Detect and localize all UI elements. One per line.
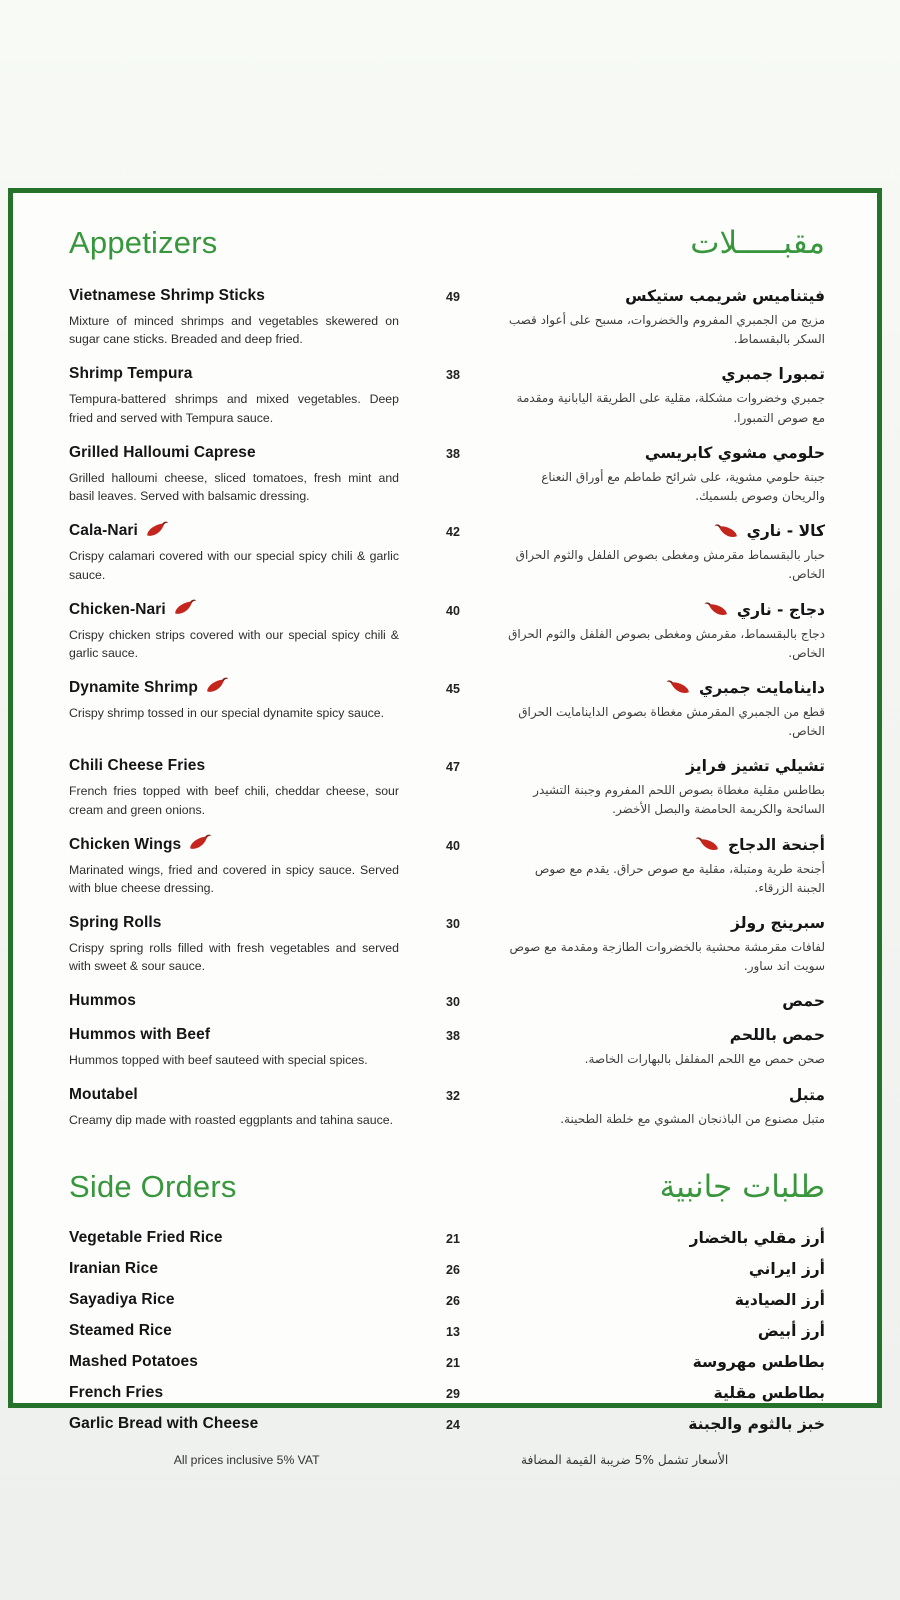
item-name-en: Hummos with Beef	[69, 1026, 211, 1044]
item-name-ar: داينامايت جمبري	[698, 678, 825, 697]
item-name-en: Chicken Wings	[69, 835, 182, 853]
item-description-en: Mixture of minced shrimps and vegetables skewered on sugar cane sticks. Breaded and deep fried.	[69, 314, 399, 347]
item-arabic-cell	[507, 365, 825, 427]
item-english-cell	[69, 757, 399, 819]
item-price: 30	[446, 995, 460, 1010]
item-name-en: Mashed Potatoes	[69, 1353, 198, 1371]
item-english-cell	[69, 1353, 399, 1371]
item-name-line-ar	[507, 914, 825, 932]
item-price: 38	[446, 446, 460, 461]
item-name-line-en	[69, 1353, 399, 1371]
item-arabic-cell	[507, 601, 825, 663]
item-name-line-ar	[507, 1260, 825, 1278]
item-name-line-ar	[507, 1291, 825, 1309]
item-arabic-cell	[507, 1415, 825, 1433]
item-name-line-ar	[507, 522, 825, 540]
item-english-cell	[69, 1026, 399, 1069]
item-name-line-ar	[507, 601, 825, 619]
item-name-ar: سبرينج رولز	[731, 914, 825, 932]
item-price: 13	[446, 1325, 460, 1340]
item-name-line-ar	[507, 1026, 825, 1044]
item-name-ar: أرز الصيادية	[734, 1291, 825, 1310]
item-description-ar: جبنة حلومي مشوية، على شرائح طماطم مع أوراق النعناع والريحان وصوص بلسميك.	[541, 469, 825, 503]
item-name-line-ar	[507, 757, 825, 775]
menu-item-row	[69, 1353, 825, 1371]
item-name-line-en	[69, 992, 399, 1010]
item-price: 40	[446, 838, 460, 853]
section-title-en: Appetizers	[69, 225, 218, 260]
item-name-line-en	[69, 522, 399, 540]
item-english-cell	[69, 444, 399, 506]
item-name-line-en	[69, 1026, 399, 1044]
item-price: 32	[446, 1088, 460, 1103]
section-header-appetizers	[69, 225, 825, 261]
item-name-line-en	[69, 1415, 399, 1433]
item-english-cell	[69, 992, 399, 1010]
item-arabic-cell	[507, 1229, 825, 1247]
vat-note-en: All prices inclusive 5% VAT	[173, 1453, 320, 1468]
item-description-en: Crispy shrimp tossed in our special dynamite spicy sauce.	[69, 705, 385, 720]
item-description-en: French fries topped with beef chili, cheddar cheese, sour cream and green onions.	[69, 784, 399, 817]
menu-item-row	[69, 1415, 825, 1433]
item-arabic-cell	[507, 914, 825, 976]
item-name-line-ar	[507, 1384, 825, 1402]
chili-icon	[203, 676, 231, 695]
item-description-ar: لفافات مقرمشة محشية بالخضروات الطازجة ومقدمة مع صوص سويت اند ساور.	[509, 940, 825, 974]
item-name-ar: دجاج - ناري	[736, 600, 825, 619]
item-name-line-ar	[507, 1415, 825, 1433]
menu-item-row	[69, 1229, 825, 1247]
side-orders-item-list	[69, 1229, 825, 1433]
item-description-ar: متبل مصنوع من الباذنجان المشوي مع خلطة الطحينة.	[560, 1111, 825, 1126]
item-description-en: Hummos topped with beef sauteed with special spices.	[69, 1053, 368, 1068]
chili-icon	[187, 833, 215, 852]
item-english-cell	[69, 1384, 399, 1402]
item-name-line-ar	[507, 287, 825, 305]
item-price: 42	[446, 525, 460, 540]
item-description-en: Crispy spring rolls filled with fresh vegetables and served with sweet & sour sauce.	[69, 941, 399, 974]
section-appetizers	[69, 225, 825, 1129]
item-description-ar: حبار بالبقسماط مقرمش ومغطى بصوص الفلفل والثوم الحراق الخاص.	[515, 548, 825, 582]
menu-item-row	[69, 679, 825, 741]
section-title-ar: مقبـــــلات	[690, 225, 825, 261]
item-english-cell	[69, 679, 399, 722]
menu-item-row	[69, 757, 825, 819]
item-arabic-cell	[507, 1260, 825, 1278]
menu-item-row	[69, 836, 825, 898]
item-english-cell	[69, 1086, 399, 1129]
item-price: 24	[446, 1418, 460, 1433]
item-name-en: Moutabel	[69, 1085, 138, 1103]
item-name-en: Dynamite Shrimp	[69, 678, 198, 696]
item-name-en: Steamed Rice	[69, 1322, 172, 1340]
item-name-ar: بطاطس مهروسة	[692, 1353, 825, 1372]
menu-item-row	[69, 522, 825, 584]
item-name-ar: حمص	[782, 992, 825, 1011]
item-name-line-en	[69, 365, 399, 383]
chili-icon	[702, 601, 730, 617]
item-name-line-en	[69, 679, 399, 697]
item-description-ar: جمبري وخضروات مشكلة، مقلية على الطريقة اليابانية ومقدمة مع صوص التمبورا.	[516, 391, 825, 425]
menu-item-row	[69, 914, 825, 976]
item-name-line-ar	[507, 1322, 825, 1340]
item-name-en: Chicken-Nari	[69, 600, 166, 618]
item-name-ar: كالا - ناري	[746, 522, 825, 541]
vat-note-ar: الأسعار تشمل %5 ضريبة القيمة المضافة	[521, 1453, 729, 1468]
item-description-ar: بطاطس مقلية مغطاة بصوص اللحم المفروم وجبنة التشيدر السائحة والكريمة الحامضة والبصل الأخضر.	[533, 783, 825, 817]
item-english-cell	[69, 914, 399, 976]
item-name-ar: حمص باللحم	[729, 1026, 825, 1045]
menu-item-row	[69, 1291, 825, 1309]
item-price: 49	[446, 290, 460, 304]
item-description-ar: قطع من الجمبري المقرمش مغطاة بصوص الداينامايت الحراق الخاص.	[518, 704, 825, 739]
item-price: 38	[446, 1029, 460, 1044]
item-english-cell	[69, 836, 399, 898]
item-name-line-en	[69, 914, 399, 932]
section-title-ar: طلبات جانبية	[659, 1169, 825, 1206]
item-description-ar: دجاج بالبقسماط، مقرمش ومغطى بصوص الفلفل والثوم الحراق الخاص.	[508, 626, 825, 660]
menu-item-row	[69, 1026, 825, 1069]
item-name-line-en	[69, 836, 399, 854]
item-name-ar: أرز مقلي بالخضار	[689, 1229, 825, 1248]
item-price: 21	[446, 1232, 460, 1247]
menu-card	[8, 188, 882, 1468]
item-price: 29	[446, 1387, 460, 1402]
item-english-cell	[69, 365, 399, 427]
section-header-side-orders	[69, 1169, 825, 1205]
item-description-ar: صحن حمص مع اللحم المفلفل بالبهارات الخاصة.	[584, 1052, 825, 1067]
item-name-line-en	[69, 757, 399, 775]
item-english-cell	[69, 1229, 399, 1247]
item-name-line-en	[69, 287, 399, 305]
menu-item-row	[69, 365, 825, 427]
item-name-ar: متبل	[788, 1085, 825, 1104]
item-arabic-cell	[507, 836, 825, 898]
chili-icon	[712, 523, 740, 539]
item-name-line-en	[69, 1291, 399, 1309]
item-name-ar: بطاطس مقلية	[713, 1384, 825, 1403]
item-arabic-cell	[507, 522, 825, 584]
item-arabic-cell	[507, 1384, 825, 1402]
item-description-ar: مزيج من الجمبري المفروم والخضروات، مسبح على أعواد قصب السكر بالبقسماط.	[508, 313, 825, 347]
item-name-ar: أرز ايراني	[748, 1260, 825, 1279]
item-name-en: Shrimp Tempura	[69, 365, 193, 383]
item-english-cell	[69, 1415, 399, 1433]
item-name-ar: أرز أبيض	[757, 1322, 825, 1341]
item-name-en: Garlic Bread with Cheese	[69, 1415, 259, 1433]
item-name-en: Vietnamese Shrimp Sticks	[69, 287, 265, 304]
item-description-en: Creamy dip made with roasted eggplants and tahina sauce.	[69, 1112, 394, 1127]
item-name-line-en	[69, 601, 399, 619]
item-name-en: Hummos	[69, 992, 136, 1010]
menu-item-row	[69, 601, 825, 663]
menu-item-row	[69, 992, 825, 1010]
chili-icon	[143, 520, 171, 539]
item-name-line-ar	[507, 444, 825, 462]
item-arabic-cell	[507, 287, 825, 349]
item-name-line-ar	[507, 992, 825, 1010]
item-price: 38	[446, 368, 460, 383]
item-description-en: Crispy chicken strips covered with our special spicy chili & garlic sauce.	[69, 627, 399, 660]
item-english-cell	[69, 287, 399, 349]
item-price: 45	[446, 681, 460, 696]
item-description-en: Marinated wings, fried and covered in spicy sauce. Served with blue cheese dressing.	[69, 862, 399, 896]
item-price: 26	[446, 1263, 460, 1278]
item-name-en: Chili Cheese Fries	[69, 757, 206, 775]
item-english-cell	[69, 1322, 399, 1340]
item-name-line-en	[69, 1086, 399, 1104]
item-arabic-cell	[507, 992, 825, 1010]
item-name-en: French Fries	[69, 1384, 164, 1402]
item-english-cell	[69, 601, 399, 663]
section-side-orders	[69, 1169, 825, 1433]
item-name-en: Vegetable Fried Rice	[69, 1229, 223, 1247]
item-name-ar: خبز بالثوم والجبنة	[688, 1415, 825, 1434]
item-arabic-cell	[507, 1322, 825, 1340]
item-name-line-ar	[507, 1353, 825, 1371]
item-name-en: Grilled Halloumi Caprese	[69, 443, 256, 461]
item-price: 21	[446, 1356, 460, 1371]
menu-item-row	[69, 1384, 825, 1402]
item-english-cell	[69, 1291, 399, 1309]
appetizers-item-list	[69, 287, 825, 1129]
item-name-ar: حلومي مشوي كابريسي	[644, 443, 825, 462]
item-name-line-en	[69, 1260, 399, 1278]
item-arabic-cell	[507, 679, 825, 741]
item-description-en: Crispy calamari covered with our special spicy chili & garlic sauce.	[69, 549, 399, 582]
menu-item-row	[69, 1260, 825, 1278]
menu-item-row	[69, 1086, 825, 1129]
item-name-line-ar	[507, 365, 825, 383]
item-name-line-en	[69, 444, 399, 462]
menu-item-row	[69, 1322, 825, 1340]
item-name-line-en	[69, 1229, 399, 1247]
item-name-line-en	[69, 1322, 399, 1340]
item-name-en: Cala-Nari	[69, 522, 138, 540]
item-description-en: Tempura-battered shrimps and mixed vegetables. Deep fried and served with Tempura sauce.	[69, 392, 399, 425]
chili-icon	[693, 836, 721, 852]
item-name-en: Sayadiya Rice	[69, 1291, 175, 1309]
menu-item-row	[69, 444, 825, 506]
item-name-line-ar	[507, 836, 825, 854]
item-arabic-cell	[507, 1026, 825, 1069]
item-name-line-ar	[507, 1086, 825, 1104]
item-name-ar: تشيلي تشيز فرايز	[686, 757, 825, 776]
item-name-en: Iranian Rice	[69, 1260, 159, 1278]
item-arabic-cell	[507, 1086, 825, 1129]
item-english-cell	[69, 522, 399, 584]
item-description-ar: أجنحة طرية ومتبلة، مقلية مع صوص حراق. يقدم مع صوص الجبنة الزرقاء.	[534, 861, 825, 895]
item-arabic-cell	[507, 1353, 825, 1371]
chili-icon	[171, 598, 199, 617]
chili-icon	[664, 680, 692, 696]
item-name-line-ar	[507, 1229, 825, 1247]
item-price: 47	[446, 760, 460, 775]
item-price: 26	[446, 1294, 460, 1309]
item-name-ar: فيتناميس شريمب ستيكس	[625, 287, 825, 305]
menu-item-row	[69, 287, 825, 349]
item-description-en: Grilled halloumi cheese, sliced tomatoes, fresh mint and basil leaves. Served with balsamic dressing.	[69, 470, 399, 504]
section-title-en: Side Orders	[69, 1169, 237, 1205]
item-name-ar: أجنحة الدجاج	[727, 835, 825, 854]
item-price: 40	[446, 603, 460, 618]
vat-note-row	[69, 1453, 825, 1467]
item-price: 30	[446, 917, 460, 931]
item-arabic-cell	[507, 444, 825, 506]
item-arabic-cell	[507, 757, 825, 819]
item-name-ar: تمبورا جمبري	[721, 365, 825, 384]
item-name-line-en	[69, 1384, 399, 1402]
item-name-en: Spring Rolls	[69, 914, 162, 931]
item-name-line-ar	[507, 679, 825, 697]
item-arabic-cell	[507, 1291, 825, 1309]
item-english-cell	[69, 1260, 399, 1278]
